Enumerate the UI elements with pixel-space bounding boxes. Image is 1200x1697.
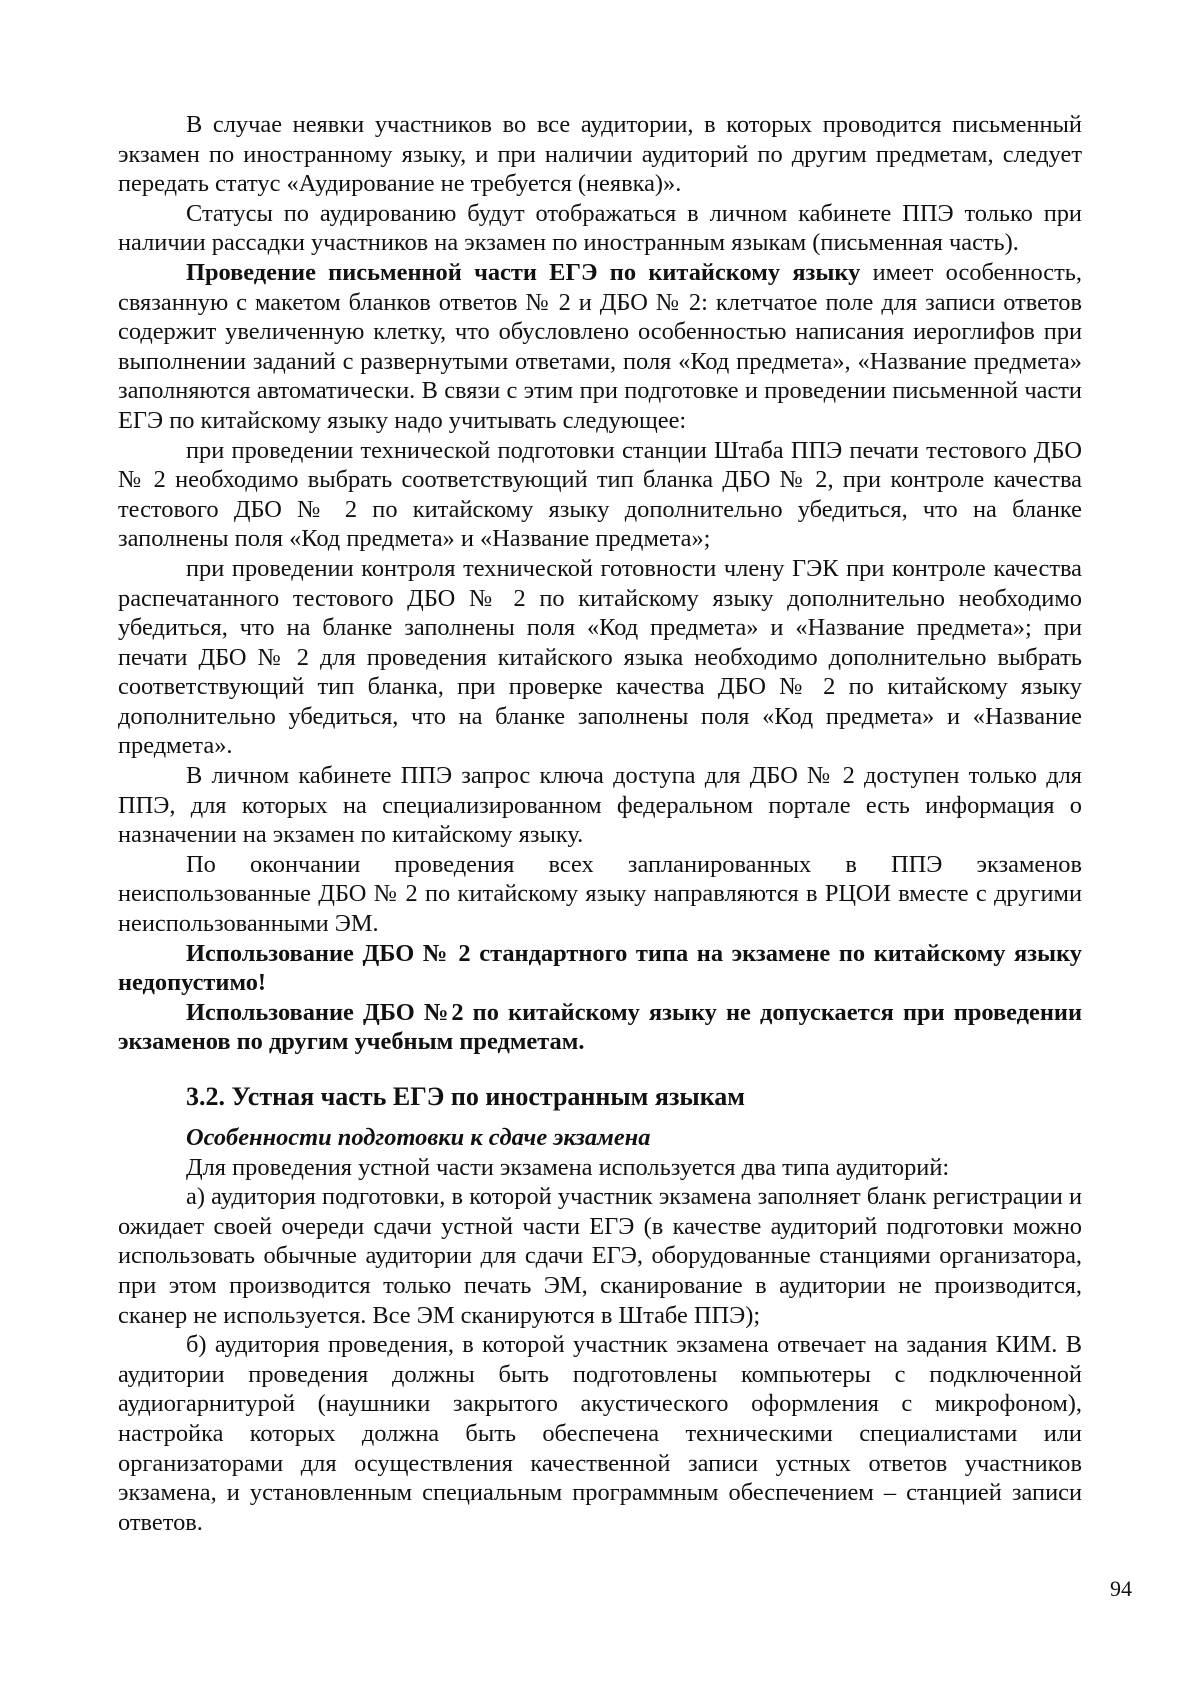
paragraph-chinese-written-body: имеет особенность, связанную с макетом бланков ответов № 2 и ДБО № 2: клетчатое поле для записи ответов содержит увеличенную клетку, что обусловлено особенностью написания иероглифов при выполнении заданий с развернутыми ответами, поля «Код предмета», «Название предмета» заполняются автоматически. В связи с этим при подготовке и проведении письменной части ЕГЭ по китайскому языку надо учитывать следующее: bbox=[118, 258, 1082, 434]
paragraph-access-key: В личном кабинете ППЭ запрос ключа доступа для ДБО № 2 доступен только для ППЭ, для которых на специализированном федеральном портале есть информация о назначении на экзамен по китайскому языку. bbox=[118, 762, 1082, 849]
warning-other-subjects: Использование ДБО №2 по китайскому языку не допускается при проведении экзаменов по другим учебным предметам. bbox=[118, 998, 1082, 1056]
paragraph-chinese-written bbox=[118, 258, 1082, 436]
paragraph-unused-forms: По окончании проведения всех запланированных в ППЭ экзаменов неиспользованные ДБО № 2 по китайскому языку направляются в РЦОИ вместе с другими неиспользованными ЭМ. bbox=[118, 850, 1082, 938]
paragraph-chinese-written-lead: Проведение письменной части ЕГЭ по китайскому языку bbox=[186, 258, 861, 286]
paragraph-preparation-room: а) аудитория подготовки, в которой участник экзамена заполняет бланк регистрации и ожидает своей очереди сдачи устной части ЕГЭ (в качестве аудиторий подготовки можно использовать обычные аудитории для сдачи ЕГЭ, оборудованные станциями организатора, при этом производится только печать ЭМ, сканирование в аудитории не производится, сканер не используется. Все ЭМ сканируются в Штабе ППЭ); bbox=[118, 1183, 1082, 1329]
paragraph-listening-status: Статусы по аудированию будут отображаться в личном кабинете ППЭ только при наличии рассадки участников на экзамен по иностранным языкам (письменная часть). bbox=[118, 199, 1082, 257]
warning-standard-form: Использование ДБО № 2 стандартного типа на экзамене по китайскому языку недопустимо! bbox=[118, 939, 1082, 997]
section-subheading: Особенности подготовки к сдаче экзамена bbox=[186, 1124, 651, 1151]
paragraph-technical-preparation: при проведении технической подготовки станции Штаба ППЭ печати тестового ДБО № 2 необходимо выбрать соответствующий тип бланка ДБО № 2, при контроле качества тестового ДБО № 2 по китайскому языку дополнительно убедиться, что на бланке заполнены поля «Код предмета» и «Название предмета»; bbox=[118, 436, 1082, 553]
paragraph-room-types: Для проведения устной части экзамена используется два типа аудиторий: bbox=[186, 1153, 950, 1181]
page-number: 94 bbox=[1110, 1576, 1132, 1601]
paragraph-no-show-status: В случае неявки участников во все аудитории, в которых проводится письменный экзамен по иностранному языку, и при наличии аудиторий по другим предметам, следует передать статус «Аудирование не требуется (неявка)». bbox=[118, 111, 1082, 198]
section-heading: 3.2. Устная часть ЕГЭ по иностранным языкам bbox=[186, 1082, 745, 1111]
paragraph-exam-room: б) аудитория проведения, в которой участник экзамена отвечает на задания КИМ. В аудитории проведения должны быть подготовлены компьютеры с подключенной аудиогарнитурой (наушники закрытого акустического оформления с микрофоном), настройка которых должна быть обеспечена техническими специалистами или организаторами для осуществления качественной записи устных ответов участников экзамена, и установленным специальным программным обеспечением – станцией записи ответов. bbox=[118, 1331, 1082, 1536]
page-content bbox=[118, 110, 1082, 1537]
paragraph-readiness-control: при проведении контроля технической готовности члену ГЭК при контроле качества распечатанного тестового ДБО № 2 по китайскому языку дополнительно необходимо убедиться, что на бланке заполнены поля «Код предмета» и «Название предмета»; при печати ДБО № 2 для проведения китайского языка необходимо дополнительно выбрать соответствующий тип бланка, при проверке качества ДБО № 2 по китайскому языку дополнительно убедиться, что на бланке заполнены поля «Код предмета» и «Название предмета». bbox=[118, 554, 1082, 760]
